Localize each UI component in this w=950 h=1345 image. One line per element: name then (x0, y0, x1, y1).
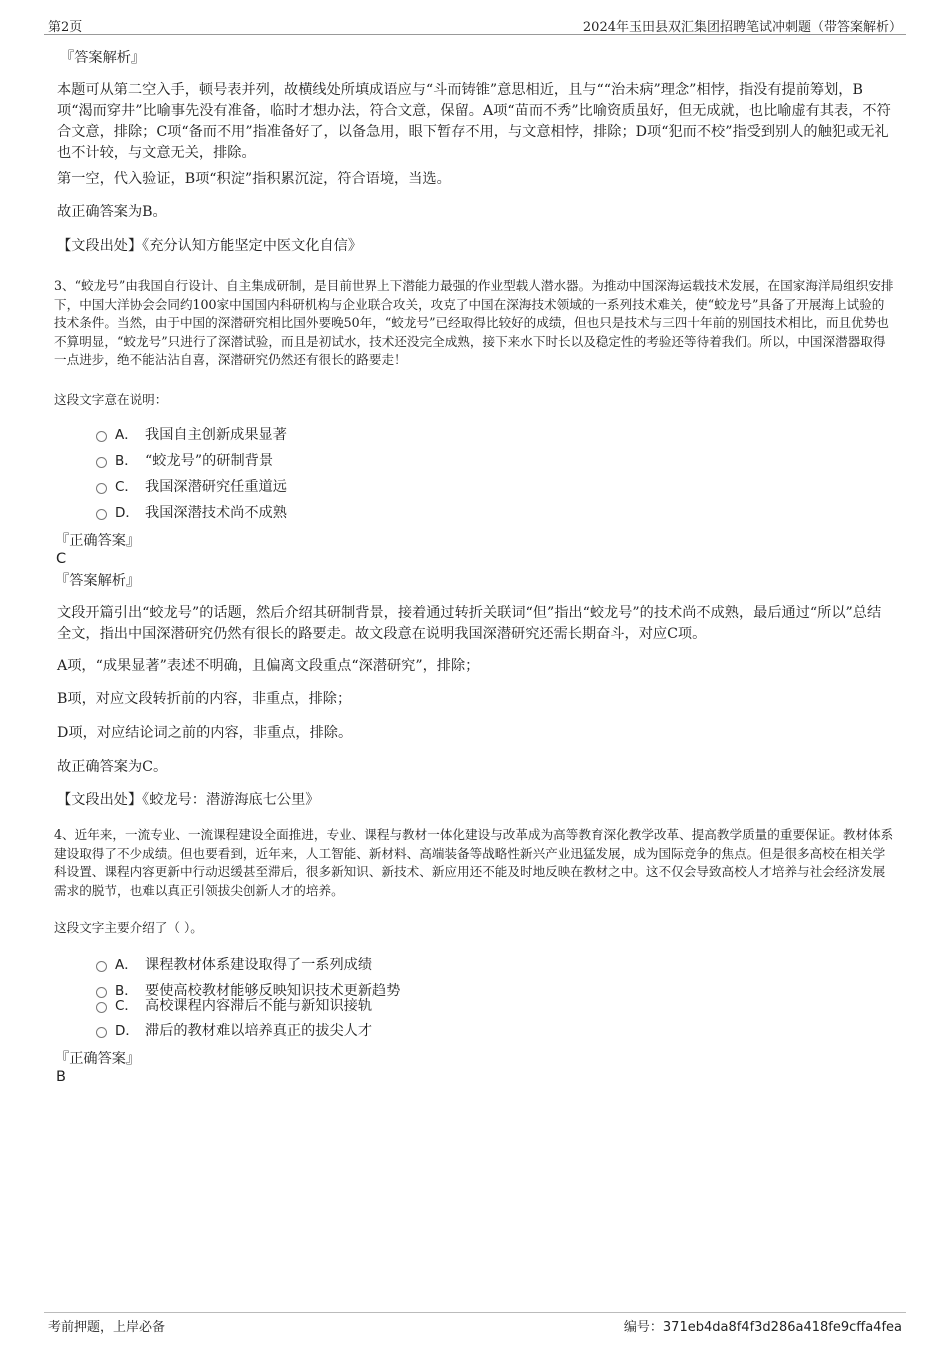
radio-icon[interactable] (96, 483, 107, 494)
q2-analysis-tag: 『答案解析』 (60, 50, 146, 66)
document-title: 2024年玉田县双汇集团招聘笔试冲刺题（带答案解析） (582, 20, 902, 35)
q4-prompt: 这段文字主要介绍了（ ）。 (54, 920, 203, 935)
radio-icon[interactable] (96, 1002, 107, 1013)
document-id: 编号：371eb4da8f4f3d286a418fe9cffa4fea (623, 1320, 902, 1335)
q4-option-a[interactable]: A． 课程教材体系建设取得了一系列成绩 (96, 954, 372, 976)
radio-icon[interactable] (96, 1027, 107, 1038)
page-header (44, 14, 906, 35)
page-number: 第2页 (48, 20, 83, 35)
radio-icon[interactable] (96, 457, 107, 468)
q2-analysis-para-3: 故正确答案为B。 (57, 204, 167, 220)
footer-slogan: 考前押题，上岸必备 (48, 1320, 166, 1335)
page-footer (44, 1312, 906, 1335)
radio-icon[interactable] (96, 509, 107, 520)
q3-analysis-tag: 『答案解析』 (55, 573, 141, 589)
q3-analysis-para-2: A项，“成果显著”表述不明确，且偏离文段重点“深潜研究”，排除； (57, 658, 480, 674)
q3-analysis-para-5: 故正确答案为C。 (57, 759, 168, 775)
q2-analysis-para-2: 第一空，代入验证，B项“积淀”指积累沉淀，符合语境，当选。 (57, 171, 451, 187)
radio-icon[interactable] (96, 431, 107, 442)
q4-answer: B (56, 1069, 66, 1085)
q4-answer-tag: 『正确答案』 (55, 1051, 141, 1067)
q4-option-d[interactable]: D． 滞后的教材难以培养真正的拔尖人才 (96, 1020, 372, 1042)
q3-source: 【文段出处】《蛟龙号：潜游海底七公里》 (57, 792, 320, 808)
radio-icon[interactable] (96, 961, 107, 972)
q3-option-b[interactable]: B． “蛟龙号”的研制背景 (96, 450, 273, 472)
q3-analysis-para-4: D项，对应结论词之前的内容，非重点，排除。 (57, 725, 353, 741)
q3-answer-tag: 『正确答案』 (55, 533, 141, 549)
q3-analysis-para-3: B项，对应文段转折前的内容，非重点，排除； (57, 691, 352, 707)
q3-analysis-para-1: 文段开篇引出“蛟龙号”的话题，然后介绍其研制背景，接着通过转折关联词“但”指出“蛟龙号”的技术尚不成熟，最后通过“所以”总结全文，指出中国深潜研究仍然有很长的路要走。故文段意在说明我国深潜研究还需长期奋斗，对应C项。 (57, 605, 882, 642)
q3-answer: C (56, 551, 67, 567)
q2-source: 【文段出处】《充分认知方能坚定中医文化自信》 (57, 238, 363, 254)
q4-option-b[interactable]: B． 要使高校教材能够反映知识技术更新趋势 (96, 980, 400, 1002)
q3-option-d[interactable]: D． 我国深潜技术尚不成熟 (96, 502, 287, 524)
q3-option-a[interactable]: A． 我国自主创新成果显著 (96, 424, 287, 446)
q3-prompt: 这段文字意在说明： (54, 392, 168, 407)
q3-stem: 3、“蛟龙号”由我国自行设计、自主集成研制，是目前世界上下潜能力最强的作业型载人潜水器。为推动中国深海运载技术发展，在国家海洋局组织安排下，中国大洋协会会同约100家中国国内科研机构与企业联合攻关，攻克了中国在深海技术领域的一系列技术难关，使“蛟龙号”具备了开展海上试验的技术条件。当然，由于中国的深潜研究相比国外要晚50年，“蛟龙号”已经取得比较好的成绩，但也只是技术与三四十年前的别国技术相比，而且优势也不算明显，“蛟龙号”只进行了深潜试验，而且是初试水，技术还没完全成熟，接下来水下时长以及稳定性的考验还等待着我们。所以，中国深潜器取得一点进步，绝不能沾沾自喜，深潜研究仍然还有很长的路要走！ (54, 278, 894, 368)
q3-option-c[interactable]: C． 我国深潜研究任重道远 (96, 476, 287, 498)
q4-option-c[interactable]: C． 高校课程内容滞后不能与新知识接轨 (96, 995, 372, 1017)
q2-analysis-para-1: 本题可从第二空入手，顿号表并列，故横线处所填成语应与“斗而铸锥”意思相近，且与““治未病”理念”相悖，指没有提前筹划，B项“渴而穿井”比喻事先没有准备，临时才想办法，符合文意，保留。A项“苗而不秀”比喻资质虽好，但无成就，也比喻虚有其表，不符合文意，排除；C项“备而不用”指准备好了，以备急用，眼下暂存不用，与文意相悖，排除；D项“犯而不校”指受到别人的触犯或无礼也不计较，与文意无关，排除。 (57, 82, 891, 161)
q4-stem: 4、近年来，一流专业、一流课程建设全面推进，专业、课程与教材一体化建设与改革成为高等教育深化教学改革、提高教学质量的重要保证。教材体系建设取得了不少成绩。但也要看到，近年来，人工智能、新材料、高端装备等战略性新兴产业迅猛发展，成为国际竞争的焦点。但是很多高校在相关学科设置、课程内容更新中行动迟缓甚至滞后，很多新知识、新技术、新应用还不能及时地反映在教材之中。这不仅会导致高校人才培养与社会经济发展需求的脱节，也难以真正引领拔尖创新人才的培养。 (54, 827, 894, 898)
